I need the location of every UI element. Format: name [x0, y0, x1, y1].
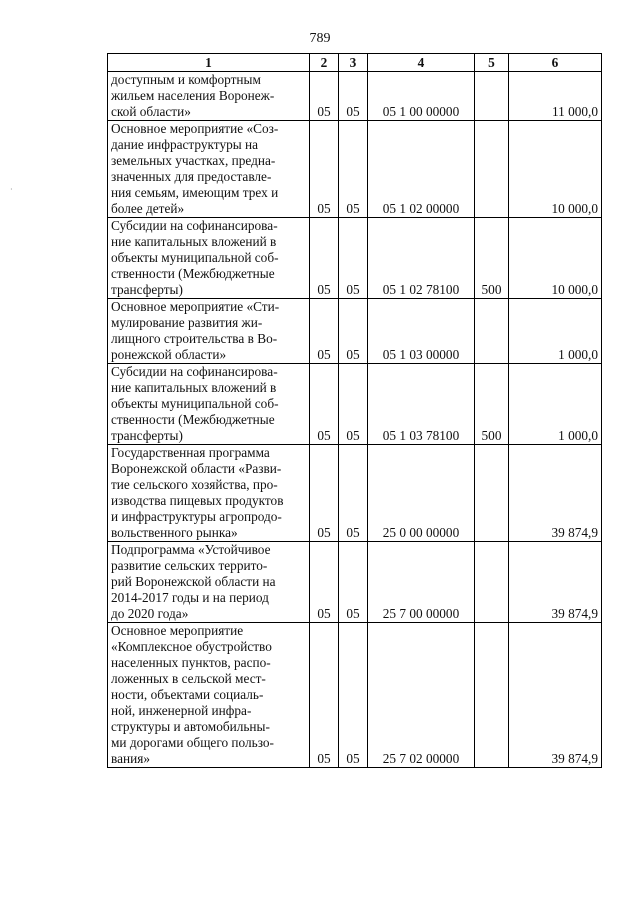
table-row: [108, 445, 602, 542]
row-section-cell: 05: [310, 623, 339, 768]
header-col-3: 3: [339, 54, 368, 72]
row-amount-cell: 39 874,9: [509, 445, 602, 542]
header-col-1: 1: [108, 54, 310, 72]
row-expense-type-cell: [475, 299, 509, 364]
row-target-code-cell: 05 1 02 78100: [368, 218, 475, 299]
row-amount-cell: 11 000,0: [509, 72, 602, 121]
row-target-code-cell: 25 0 00 00000: [368, 445, 475, 542]
row-amount-cell: 1 000,0: [509, 364, 602, 445]
row-expense-type-cell: [475, 72, 509, 121]
row-section-cell: 05: [310, 299, 339, 364]
table-row: [108, 121, 602, 218]
row-name-cell: Государственная программа Воронежской области «Разви- тие сельского хозяйства, про- изводства пищевых продуктов и инфраструктуры агропродо- вольственного рынка»: [108, 445, 310, 542]
row-name-cell: Основное мероприятие «Сти- мулирование развития жи- лищного строительства в Во- ронежской области»: [108, 299, 310, 364]
row-expense-type-cell: [475, 623, 509, 768]
table-row: [108, 72, 602, 121]
header-col-5: 5: [475, 54, 509, 72]
row-name-cell: Основное мероприятие «Комплексное обустройство населенных пунктов, распо- ложенных в сельской мест- ности, объектами социаль- ной, инженерной инфра- структуры и автомобильны- ми дорогами общего пользо- вания»: [108, 623, 310, 768]
row-subsection-cell: 05: [339, 445, 368, 542]
row-subsection-cell: 05: [339, 364, 368, 445]
budget-table: [107, 53, 602, 768]
row-expense-type-cell: [475, 445, 509, 542]
row-expense-type-cell: 500: [475, 364, 509, 445]
row-section-cell: 05: [310, 218, 339, 299]
row-name-cell: Основное мероприятие «Соз- дание инфраструктуры на земельных участках, предна- значенных для предоставле- ния семьям, имеющим трех и более детей»: [108, 121, 310, 218]
table-row: [108, 542, 602, 623]
header-col-2: 2: [310, 54, 339, 72]
stray-mark: ·: [10, 185, 13, 194]
header-col-4: 4: [368, 54, 475, 72]
row-amount-cell: 10 000,0: [509, 121, 602, 218]
row-name-cell: доступным и комфортным жильем населения Воронеж- ской области»: [108, 72, 310, 121]
row-subsection-cell: 05: [339, 542, 368, 623]
row-expense-type-cell: 500: [475, 218, 509, 299]
row-target-code-cell: 25 7 00 00000: [368, 542, 475, 623]
table-row: [108, 623, 602, 768]
header-row: [108, 54, 602, 72]
row-section-cell: 05: [310, 121, 339, 218]
row-subsection-cell: 05: [339, 218, 368, 299]
row-section-cell: 05: [310, 445, 339, 542]
row-expense-type-cell: [475, 542, 509, 623]
page-number: 789: [309, 31, 331, 46]
row-expense-type-cell: [475, 121, 509, 218]
row-subsection-cell: 05: [339, 121, 368, 218]
row-section-cell: 05: [310, 72, 339, 121]
header-col-6: 6: [509, 54, 602, 72]
table-row: [108, 364, 602, 445]
row-amount-cell: 39 874,9: [509, 542, 602, 623]
table-body: [108, 72, 602, 768]
row-amount-cell: 10 000,0: [509, 218, 602, 299]
row-name-cell: Субсидии на софинансирова- ние капитальных вложений в объекты муниципальной соб- ственности (Межбюджетные трансферты): [108, 218, 310, 299]
row-amount-cell: 39 874,9: [509, 623, 602, 768]
table-header: [108, 54, 602, 72]
table-row: [108, 299, 602, 364]
row-amount-cell: 1 000,0: [509, 299, 602, 364]
table-row: [108, 218, 602, 299]
row-target-code-cell: 05 1 03 00000: [368, 299, 475, 364]
row-section-cell: 05: [310, 364, 339, 445]
row-target-code-cell: 05 1 02 00000: [368, 121, 475, 218]
row-target-code-cell: 05 1 00 00000: [368, 72, 475, 121]
row-subsection-cell: 05: [339, 72, 368, 121]
row-target-code-cell: 05 1 03 78100: [368, 364, 475, 445]
row-name-cell: Субсидии на софинансирова- ние капитальных вложений в объекты муниципальной соб- ственности (Межбюджетные трансферты): [108, 364, 310, 445]
row-subsection-cell: 05: [339, 299, 368, 364]
row-section-cell: 05: [310, 542, 339, 623]
row-name-cell: Подпрограмма «Устойчивое развитие сельских террито- рий Воронежской области на 2014-2017 годы и на период до 2020 года»: [108, 542, 310, 623]
row-target-code-cell: 25 7 02 00000: [368, 623, 475, 768]
row-subsection-cell: 05: [339, 623, 368, 768]
